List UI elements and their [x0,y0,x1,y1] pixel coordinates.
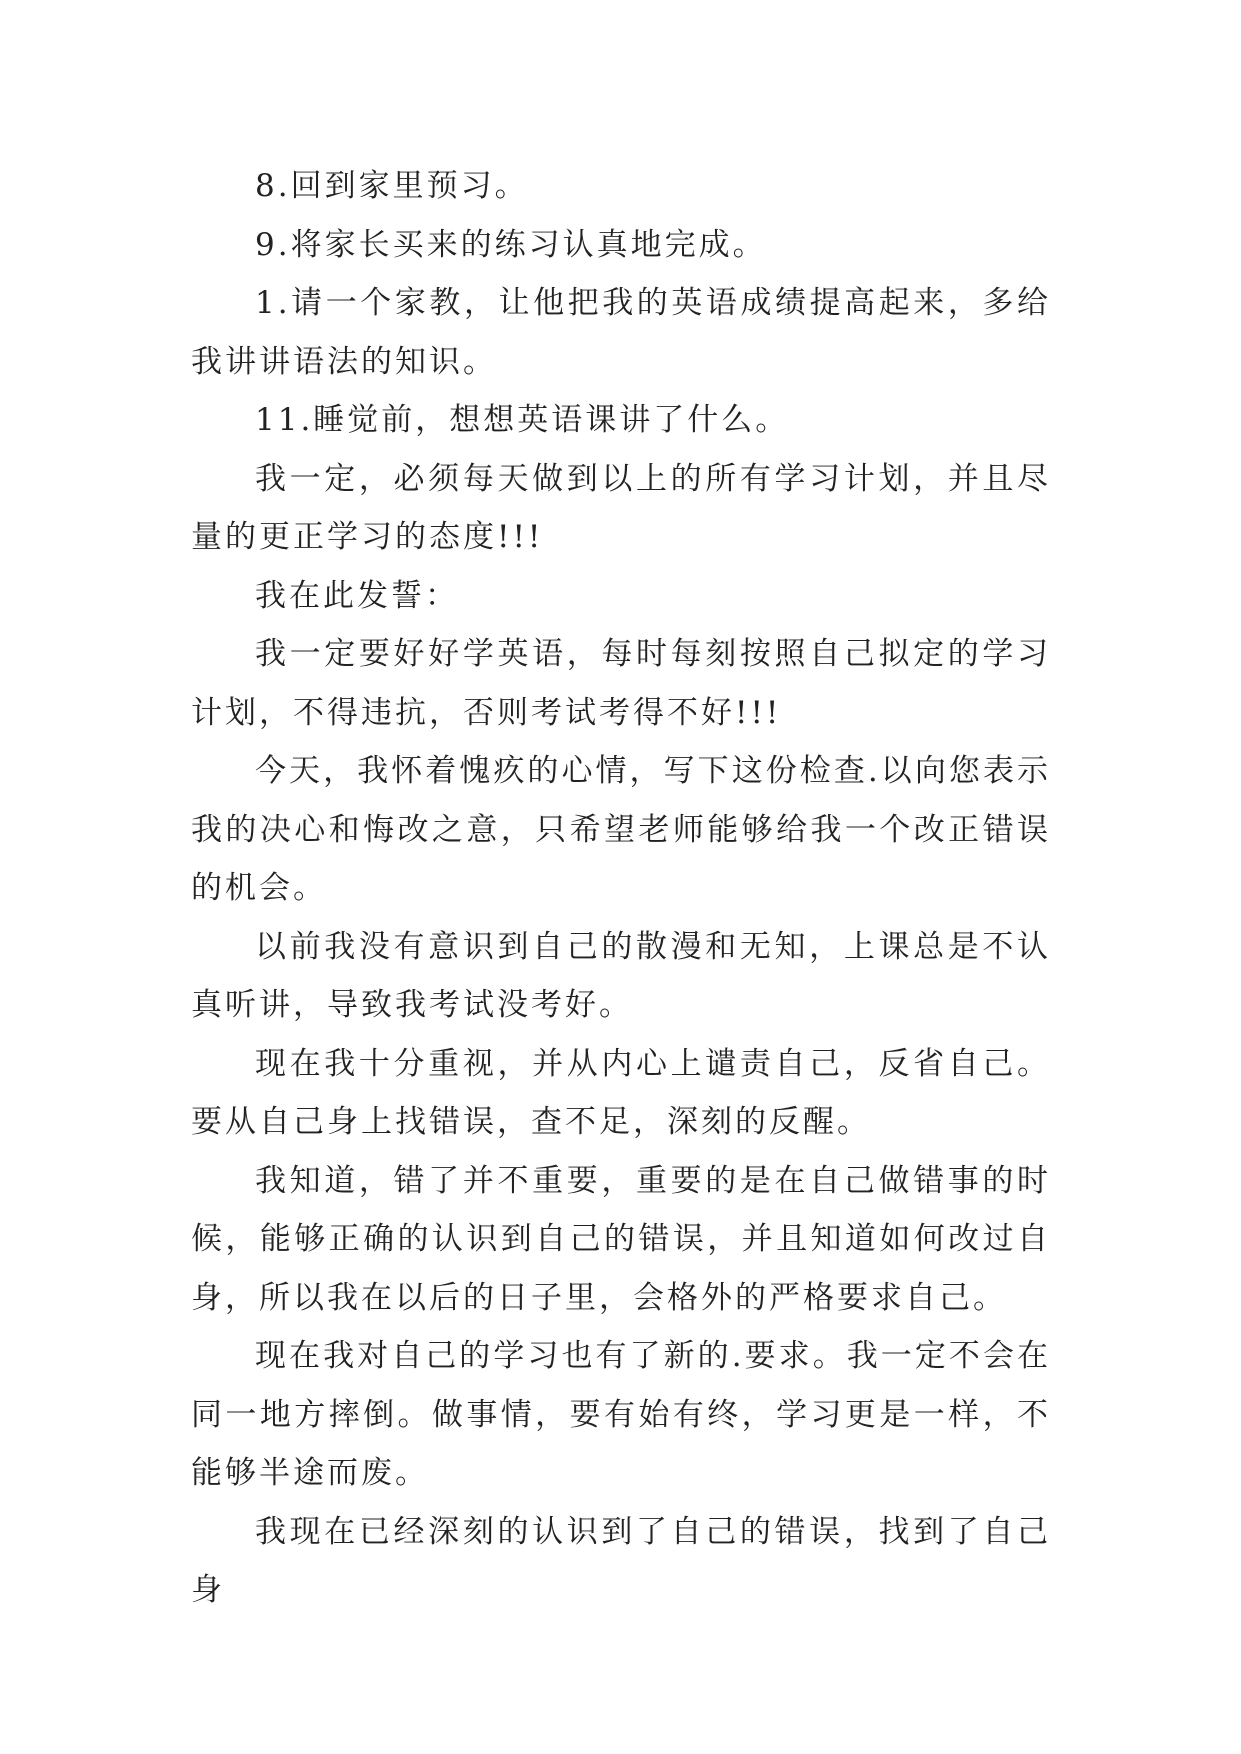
document-body [191,157,1051,1620]
paragraph-recognized: 我现在已经深刻的认识到了自己的错误，找到了自己身 [191,1513,1051,1608]
paragraph-new-requirements: 现在我对自己的学习也有了新的.要求。我一定不会在同一地方摔倒。做事情，要有始有终，学习更是一样，不能够半途而废。 [191,1338,1051,1491]
paragraph-oath: 我一定要好好学英语，每时每刻按照自己拟定的学习计划，不得违抗，否则考试考得不好!!! [191,636,1051,731]
paragraph-item-11: 11.睡觉前，想想英语课讲了什么。 [255,402,790,438]
paragraph-item-9: 9.将家长买来的练习认真地完成。 [255,226,767,263]
paragraph-oath-heading: 我在此发誓： [255,577,459,614]
paragraph-today: 今天，我怀着愧疚的心情，写下这份检查.以向您表示我的决心和悔改之意，只希望老师能够给我一个改正错误的机会。 [191,753,1051,906]
paragraph-item-8: 8.回到家里预习。 [255,168,529,204]
paragraph-item-1: 1.请一个家教，让他把我的英语成绩提高起来，多给我讲讲语法的知识。 [191,285,1051,380]
paragraph-know: 我知道，错了并不重要，重要的是在自己做错事的时候，能够正确的认识到自己的错误，并且知道如何改过自身，所以我在以后的日子里，会格外的严格要求自己。 [191,1162,1051,1316]
paragraph-before: 以前我没有意识到自己的散漫和无知，上课总是不认真听讲，导致我考试没考好。 [191,928,1051,1023]
paragraph-commitment: 我一定，必须每天做到以上的所有学习计划，并且尽量的更正学习的态度!!! [191,460,1051,555]
paragraph-now: 现在我十分重视，并从内心上谴责自己，反省自己。要从自己身上找错误，查不足，深刻的反醒。 [191,1045,1051,1140]
